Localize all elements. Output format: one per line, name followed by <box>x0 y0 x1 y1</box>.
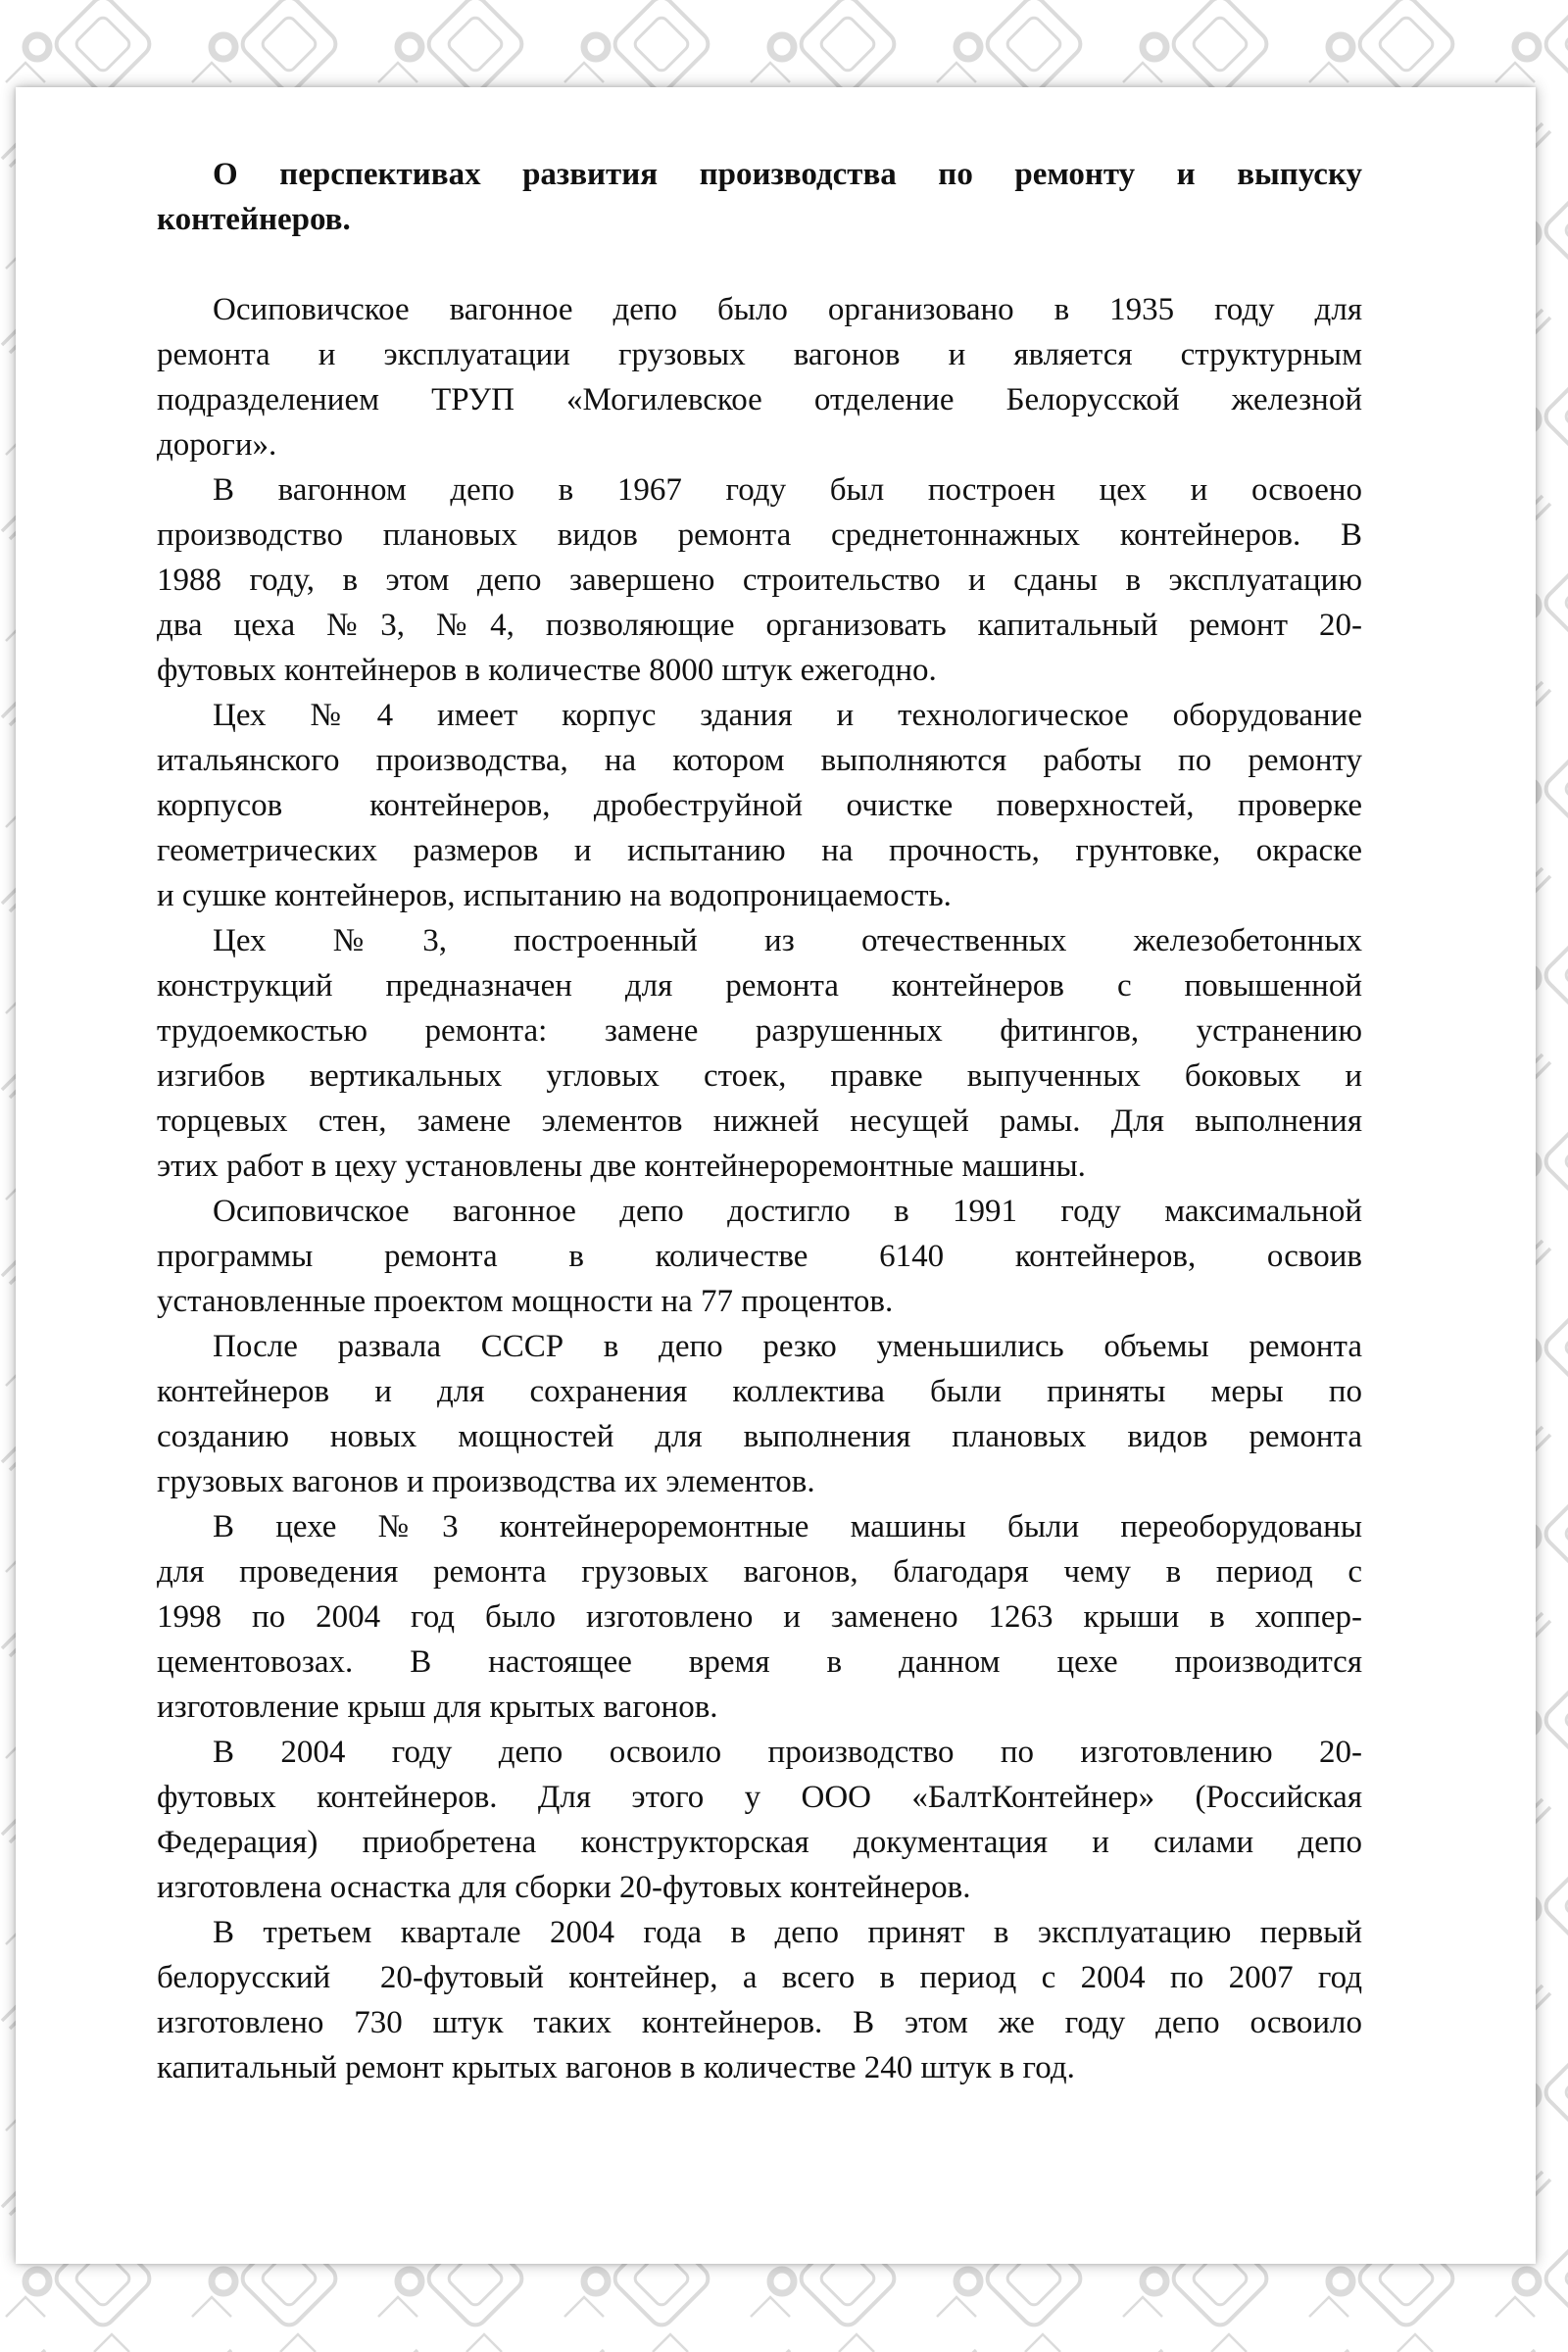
text-line: контейнеров и для сохранения коллектива были приняты меры по <box>157 1374 1362 1409</box>
document-page <box>16 87 1536 2264</box>
text-line: Цех №3, построенный из отечественных железобетонных <box>213 923 1362 958</box>
text-line: 1998 по 2004 год было изготовлено и заменено 1263 крыши в хоппер- <box>157 1599 1362 1635</box>
text-line: 1988 году, в этом депо завершено строительство и сданы в эксплуатацию <box>157 563 1362 598</box>
paragraph <box>157 287 1362 467</box>
text-line: изгибов вертикальных угловых стоек, правке выпученных боковых и <box>157 1058 1362 1094</box>
text-line: созданию новых мощностей для выполнения плановых видов ремонта <box>157 1419 1362 1454</box>
text-line: подразделением ТРУП «Могилевское отделение Белорусской железной <box>157 382 1362 417</box>
page-content <box>16 87 1536 2090</box>
paragraph <box>157 1504 1362 1730</box>
paragraph <box>157 1324 1362 1504</box>
text-line: геометрических размеров и испытанию на прочность, грунтовке, окраске <box>157 833 1362 868</box>
text-line: для проведения ремонта грузовых вагонов, благодаря чему в период с <box>157 1554 1362 1590</box>
text-line: установленные проектом мощности на 77 процентов. <box>157 1284 894 1319</box>
text-line: капитальный ремонт крытых вагонов в количестве 240 штук в год. <box>157 2050 1075 2085</box>
text-line: изготовление крыш для крытых вагонов. <box>157 1690 718 1725</box>
text-line: Цех №4 имеет корпус здания и технологическое оборудование <box>213 698 1362 733</box>
text-line: Осиповичское вагонное депо достигло в 1991 году максимальной <box>213 1194 1362 1229</box>
text-line: торцевых стен, замене элементов нижней несущей рамы. Для выполнения <box>157 1103 1362 1139</box>
text-line: конструкций предназначен для ремонта контейнеров с повышенной <box>157 968 1362 1004</box>
text-line: изготовлено 730 штук таких контейнеров. В этом же году депо освоило <box>157 2005 1362 2040</box>
text-line: В цехе №3 контейнероремонтные машины были переоборудованы <box>213 1509 1362 1544</box>
text-line: программы ремонта в количестве 6140 контейнеров, освоив <box>157 1239 1362 1274</box>
text-line: После развала СССР в депо резко уменьшились объемы ремонта <box>213 1329 1362 1364</box>
text-line: футовых контейнеров. Для этого у ООО «БалтКонтейнер» (Российская <box>157 1780 1362 1815</box>
text-line: В 2004 году депо освоило производство по изготовлению 20- <box>213 1735 1362 1770</box>
text-line: ремонта и эксплуатации грузовых вагонов и является структурным <box>157 337 1362 372</box>
paragraph <box>157 918 1362 1189</box>
text-line: В третьем квартале 2004 года в депо принят в эксплуатацию первый <box>213 1915 1362 1950</box>
paragraph <box>157 1730 1362 1910</box>
title-line: О перспективах развития производства по ремонту и выпуску <box>213 157 1362 192</box>
text-line: Осиповичское вагонное депо было организовано в 1935 году для <box>213 292 1362 327</box>
text-line: изготовлена оснастка для сборки 20-футовых контейнеров. <box>157 1870 971 1905</box>
paragraph <box>157 1189 1362 1324</box>
text-line: этих работ в цеху установлены две контейнероремонтные машины. <box>157 1149 1086 1184</box>
document-body <box>157 287 1362 2090</box>
paragraph <box>157 693 1362 918</box>
text-line: футовых контейнеров в количестве 8000 штук ежегодно. <box>157 653 937 688</box>
text-line: дороги». <box>157 427 277 463</box>
text-line: трудоемкостью ремонта: замене разрушенных фитингов, устранению <box>157 1013 1362 1049</box>
text-line: и сушке контейнеров, испытанию на водопроницаемость. <box>157 878 952 913</box>
paragraph <box>157 467 1362 693</box>
text-line: В вагонном депо в 1967 году был построен цех и освоено <box>213 472 1362 508</box>
title-line: контейнеров. <box>157 202 351 237</box>
text-line: корпусов контейнеров, дробеструйной очистке поверхностей, проверке <box>157 788 1362 823</box>
text-line: итальянского производства, на котором выполняются работы по ремонту <box>157 743 1362 778</box>
text-line: два цеха №3, №4, позволяющие организовать капитальный ремонт 20- <box>157 608 1362 643</box>
text-line: производство плановых видов ремонта среднетоннажных контейнеров. В <box>157 517 1362 553</box>
text-line: грузовых вагонов и производства их элементов. <box>157 1464 815 1499</box>
document-title <box>157 152 1362 242</box>
text-line: Федерация) приобретена конструкторская документация и силами депо <box>157 1825 1362 1860</box>
text-line: белорусский 20-футовый контейнер, а всего в период с 2004 по 2007 год <box>157 1960 1362 1995</box>
text-line: цементовозах. В настоящее время в данном цехе производится <box>157 1644 1362 1680</box>
paragraph <box>157 1910 1362 2090</box>
